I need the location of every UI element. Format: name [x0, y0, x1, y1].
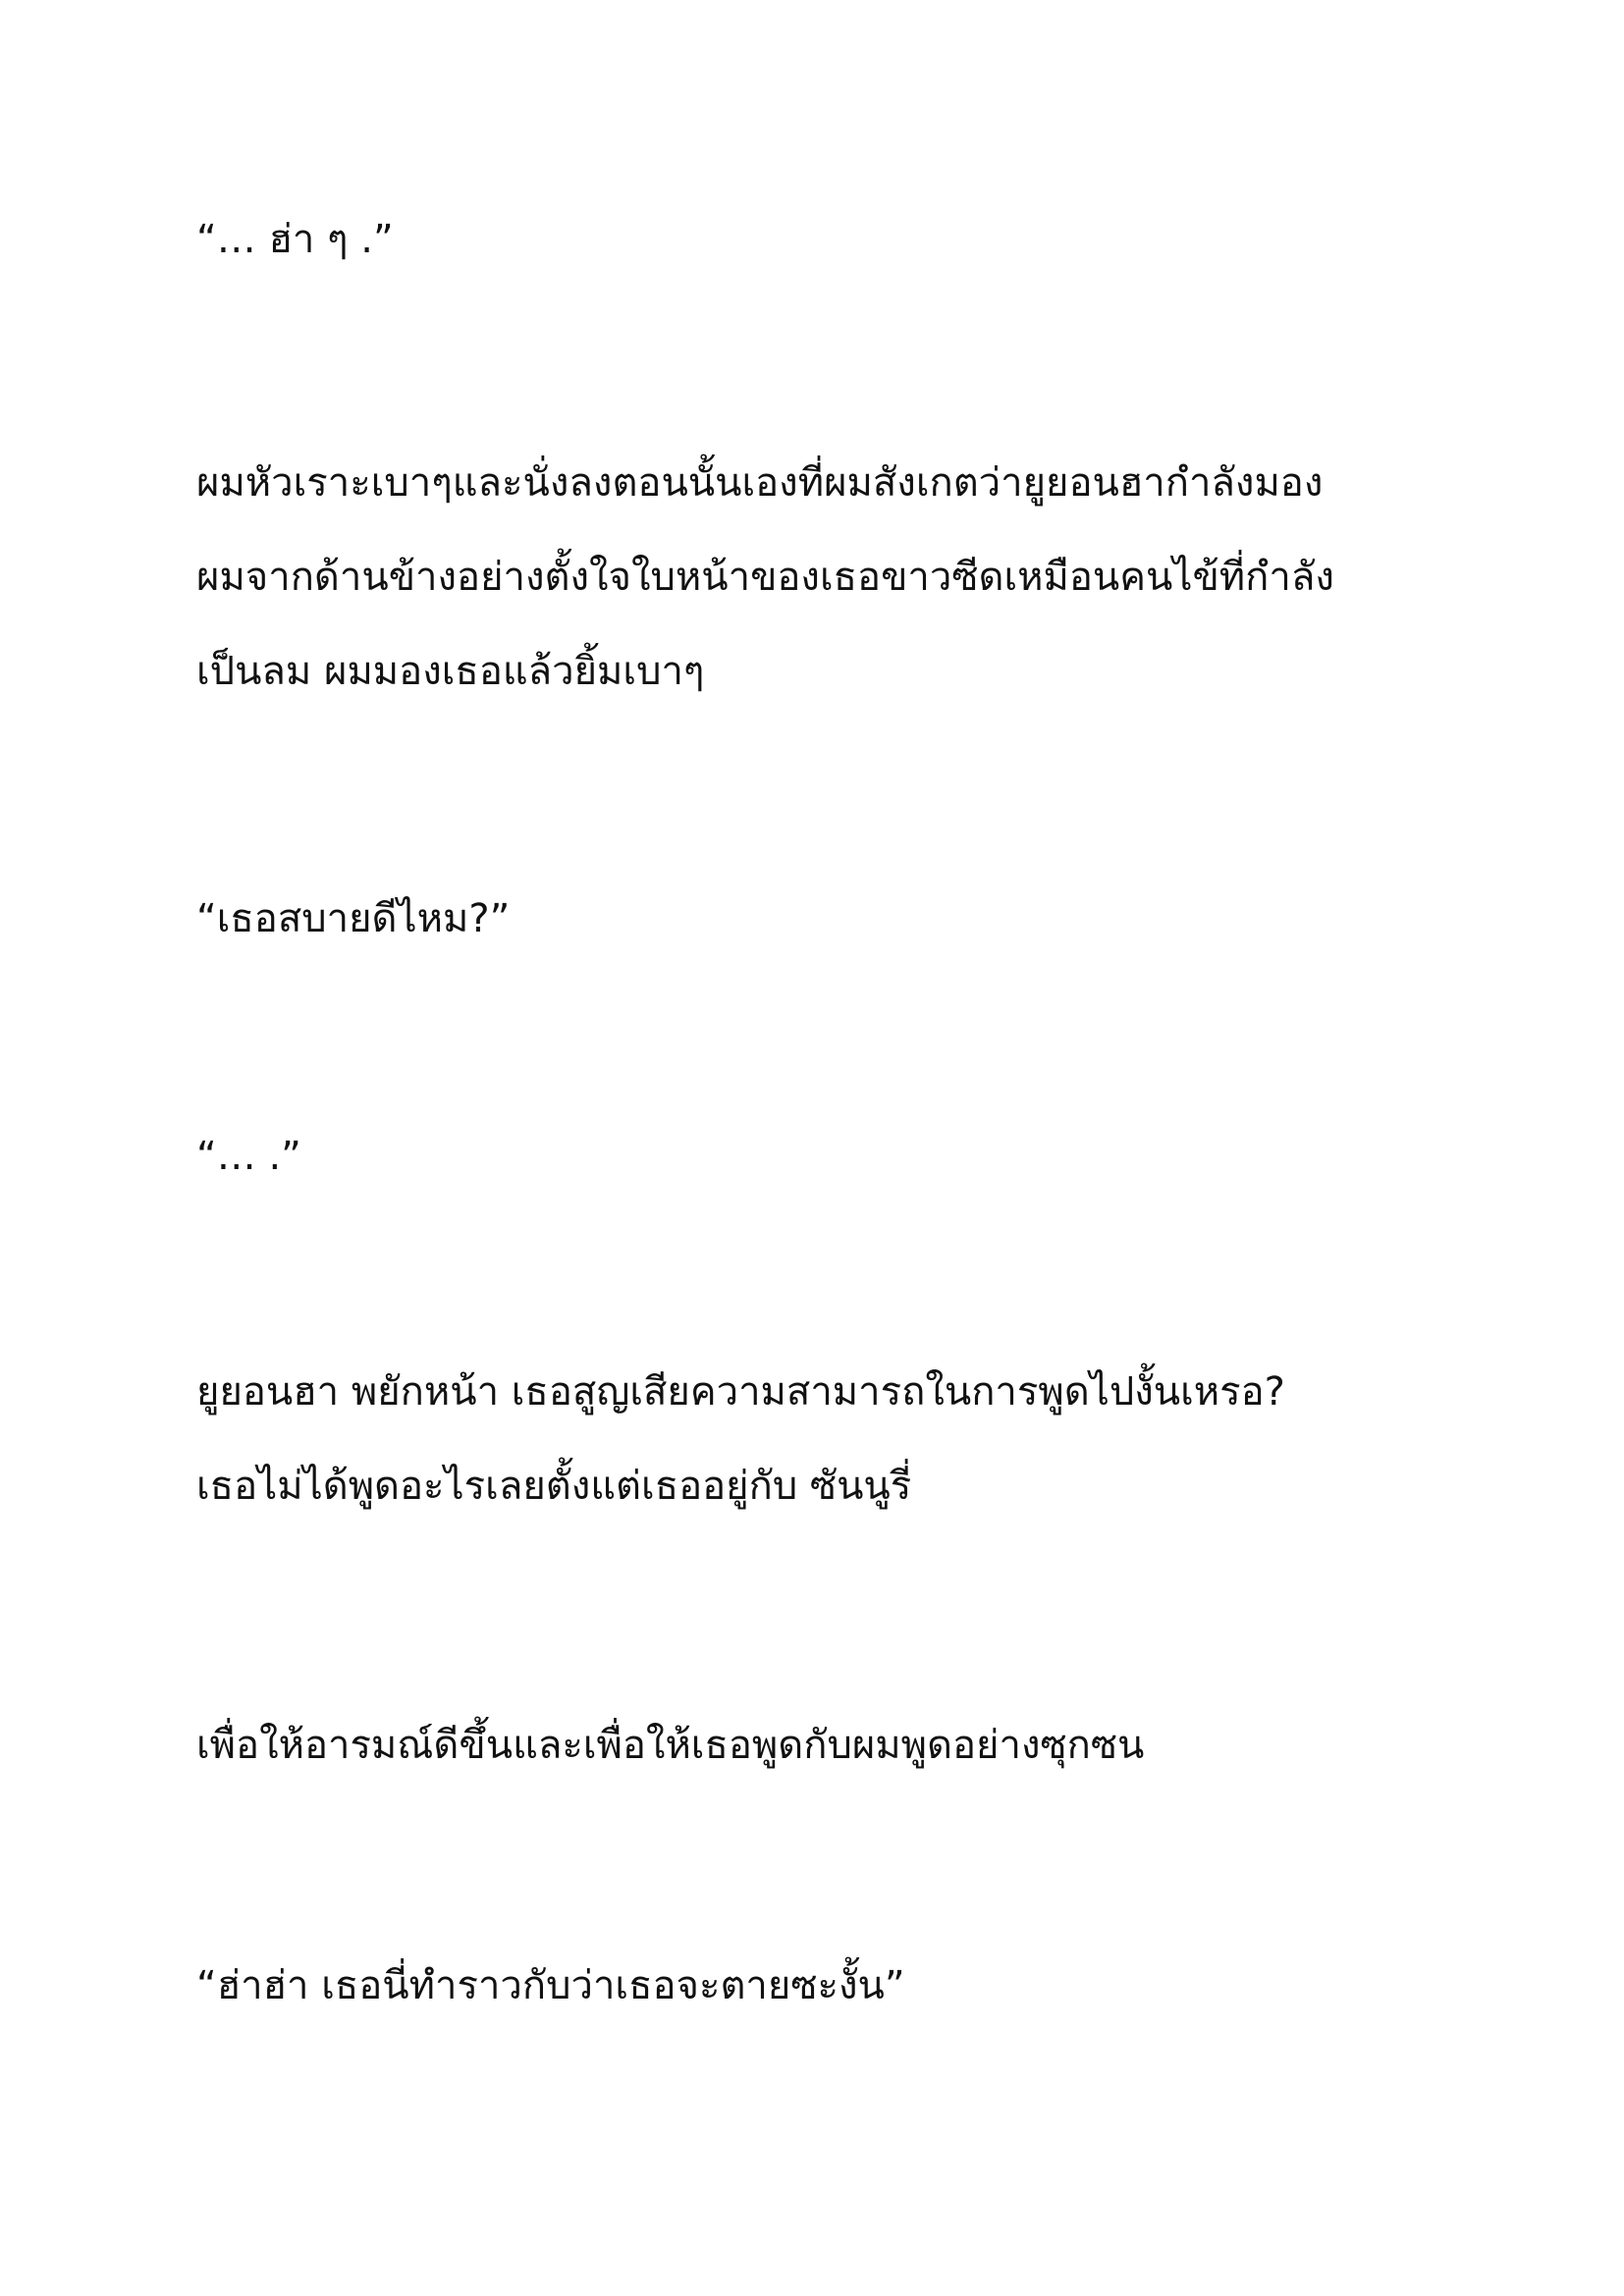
dialogue-paragraph	[196, 872, 1473, 966]
text-line: ผมจากด้านข้างอย่างตั้งใจใบหน้าของเธอขาวซีดเหมือนคนไข้ที่กำลัง	[196, 555, 1334, 600]
dialogue-paragraph	[196, 1939, 1473, 2033]
text-line: “… ฮ่า ๆ .”	[196, 217, 394, 262]
dialogue-paragraph	[196, 1109, 1473, 1203]
text-line: เธอไม่ได้พูดอะไรเลยตั้งแต่เธออยู่กับ ซันนูรี่	[196, 1464, 912, 1509]
dialogue-paragraph	[196, 192, 1473, 287]
text-line: “เธอสบายดีไหม?”	[196, 896, 511, 941]
narration-paragraph	[196, 1698, 1473, 1792]
text-line: “ฮ่าฮ่า เธอนี่ทำราวกับว่าเธอจะตายซะงั้น”	[196, 1963, 905, 2008]
text-line: เป็นลม ผมมองเธอแล้วยิ้มเบาๆ	[196, 649, 705, 694]
text-line: ผมหัวเราะเบาๆและนั่งลงตอนนั้นเองที่ผมสังเกตว่ายูยอนฮากำลังมอง	[196, 460, 1324, 506]
text-line: ยูยอนฮา พยักหน้า เธอสูญเสียความสามารถในการพูดไปงั้นเหรอ?	[196, 1369, 1285, 1415]
narration-paragraph	[196, 436, 1473, 719]
narration-paragraph	[196, 1345, 1473, 1533]
text-line: “… .”	[196, 1134, 301, 1179]
text-line: เพื่อให้อารมณ์ดีขึ้นและเพื่อให้เธอพูดกับผมพูดอย่างซุกซน	[196, 1723, 1145, 1768]
